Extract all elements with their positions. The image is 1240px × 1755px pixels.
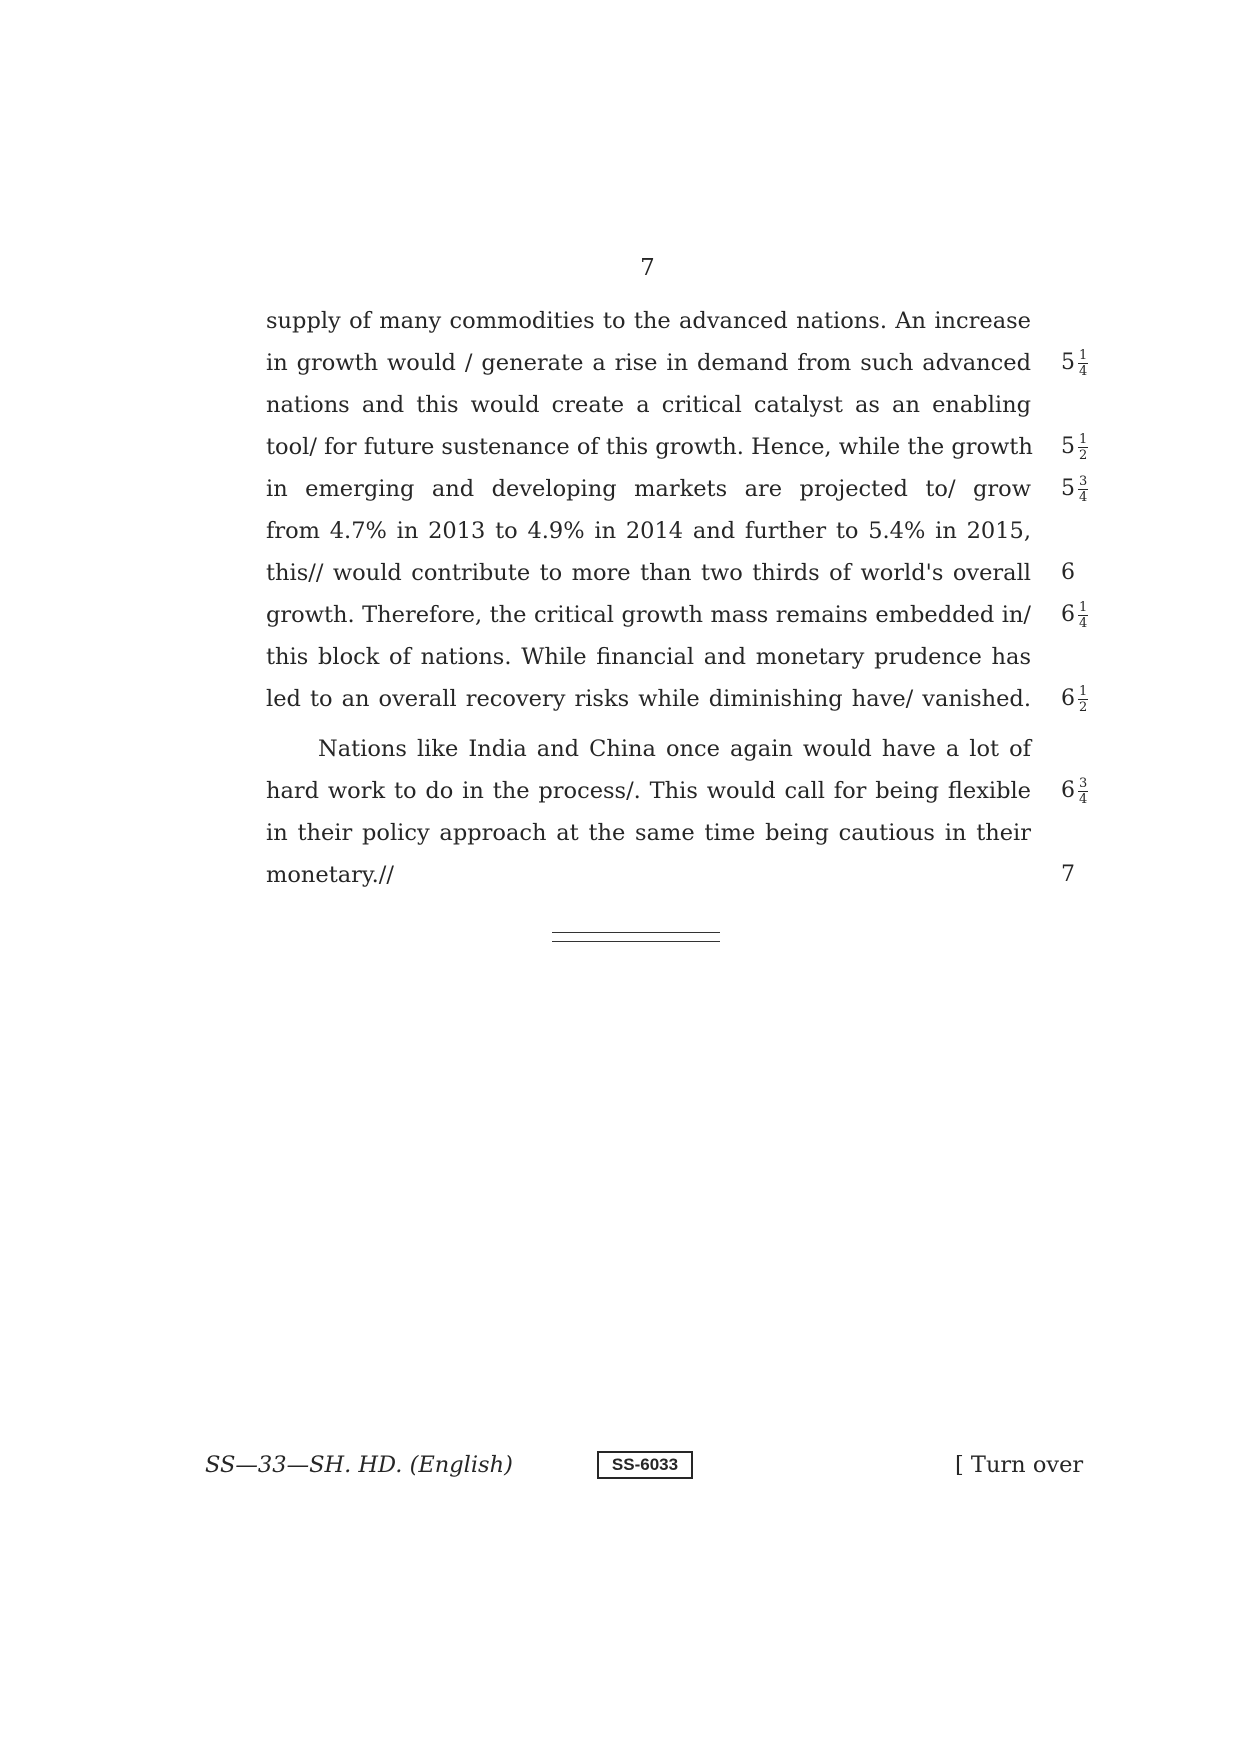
passage-line <box>266 384 1031 426</box>
mark-whole: 7 <box>1061 862 1075 887</box>
fraction-numerator: 1 <box>1079 431 1088 447</box>
footer-code-box: SS-6033 <box>597 1451 693 1479</box>
mark-fraction <box>1078 777 1088 806</box>
line-text: supply of many commodities to the advanced nations. An increase <box>266 308 1031 334</box>
passage-line <box>266 300 1031 342</box>
mark-fraction <box>1078 475 1088 504</box>
line-text: from 4.7% in 2013 to 4.9% in 2014 and further to 5.4% in 2015, <box>266 518 1031 544</box>
passage-line <box>266 728 1031 770</box>
passage-line <box>266 468 1088 510</box>
fraction-denominator: 2 <box>1079 699 1088 715</box>
minute-mark <box>1061 342 1088 384</box>
passage-line <box>266 342 1088 384</box>
passage-line <box>266 770 1088 812</box>
passage-line <box>266 426 1088 468</box>
passage <box>266 300 1088 896</box>
line-text: tool/ for future sustenance of this growth. Hence, while the growth <box>266 434 1033 460</box>
minute-mark <box>1061 770 1088 812</box>
fraction-denominator: 4 <box>1079 489 1088 505</box>
line-text: in their policy approach at the same time being cautious in their <box>266 820 1031 846</box>
fraction-numerator: 1 <box>1079 683 1088 699</box>
line-text: hard work to do in the process/. This would call for being flexible <box>266 778 1031 804</box>
mark-whole: 5 <box>1061 350 1075 375</box>
minute-mark <box>1061 678 1088 720</box>
passage-line <box>266 594 1088 636</box>
passage-line <box>266 552 1075 594</box>
line-text: Nations like India and China once again would have a lot of <box>318 736 1031 762</box>
line-text: growth. Therefore, the critical growth mass remains embedded in/ <box>266 602 1031 628</box>
mark-whole: 6 <box>1061 560 1075 585</box>
fraction-denominator: 4 <box>1079 615 1088 631</box>
line-text: led to an overall recovery risks while diminishing have/ vanished. <box>266 686 1031 712</box>
fraction-numerator: 1 <box>1079 599 1088 615</box>
minute-mark <box>1061 426 1088 468</box>
mark-whole: 6 <box>1061 686 1075 711</box>
minute-mark <box>1061 854 1075 896</box>
page-number: 7 <box>640 255 655 281</box>
minute-mark <box>1061 552 1075 594</box>
line-text: in growth would / generate a rise in demand from such advanced <box>266 350 1031 376</box>
passage-line <box>266 812 1031 854</box>
mark-fraction <box>1078 349 1088 378</box>
mark-fraction <box>1078 601 1088 630</box>
fraction-numerator: 3 <box>1079 775 1088 791</box>
minute-mark <box>1061 468 1088 510</box>
mark-whole: 5 <box>1061 434 1075 459</box>
line-text: nations and this would create a critical catalyst as an enabling <box>266 392 1031 418</box>
mark-whole: 5 <box>1061 476 1075 501</box>
line-text: monetary.// <box>266 862 394 888</box>
footer-turn-over: [ Turn over <box>955 1452 1084 1478</box>
passage-line <box>266 678 1088 720</box>
mark-whole: 6 <box>1061 778 1075 803</box>
end-double-rule <box>552 932 720 942</box>
fraction-denominator: 4 <box>1079 791 1088 807</box>
mark-whole: 6 <box>1061 602 1075 627</box>
line-text: this block of nations. While financial and monetary prudence has <box>266 644 1031 670</box>
mark-fraction <box>1078 685 1088 714</box>
mark-fraction <box>1078 433 1088 462</box>
footer-paper-title: SS—33—SH. HD. (English) <box>205 1452 513 1478</box>
fraction-denominator: 2 <box>1079 447 1088 463</box>
passage-line <box>266 854 1075 896</box>
line-text: this// would contribute to more than two thirds of world's overall <box>266 560 1031 586</box>
fraction-denominator: 4 <box>1079 363 1088 379</box>
passage-line <box>266 636 1031 678</box>
passage-line <box>266 510 1031 552</box>
minute-mark <box>1061 594 1088 636</box>
fraction-numerator: 1 <box>1079 347 1088 363</box>
line-text: in emerging and developing markets are projected to/ grow <box>266 476 1031 502</box>
fraction-numerator: 3 <box>1079 473 1088 489</box>
